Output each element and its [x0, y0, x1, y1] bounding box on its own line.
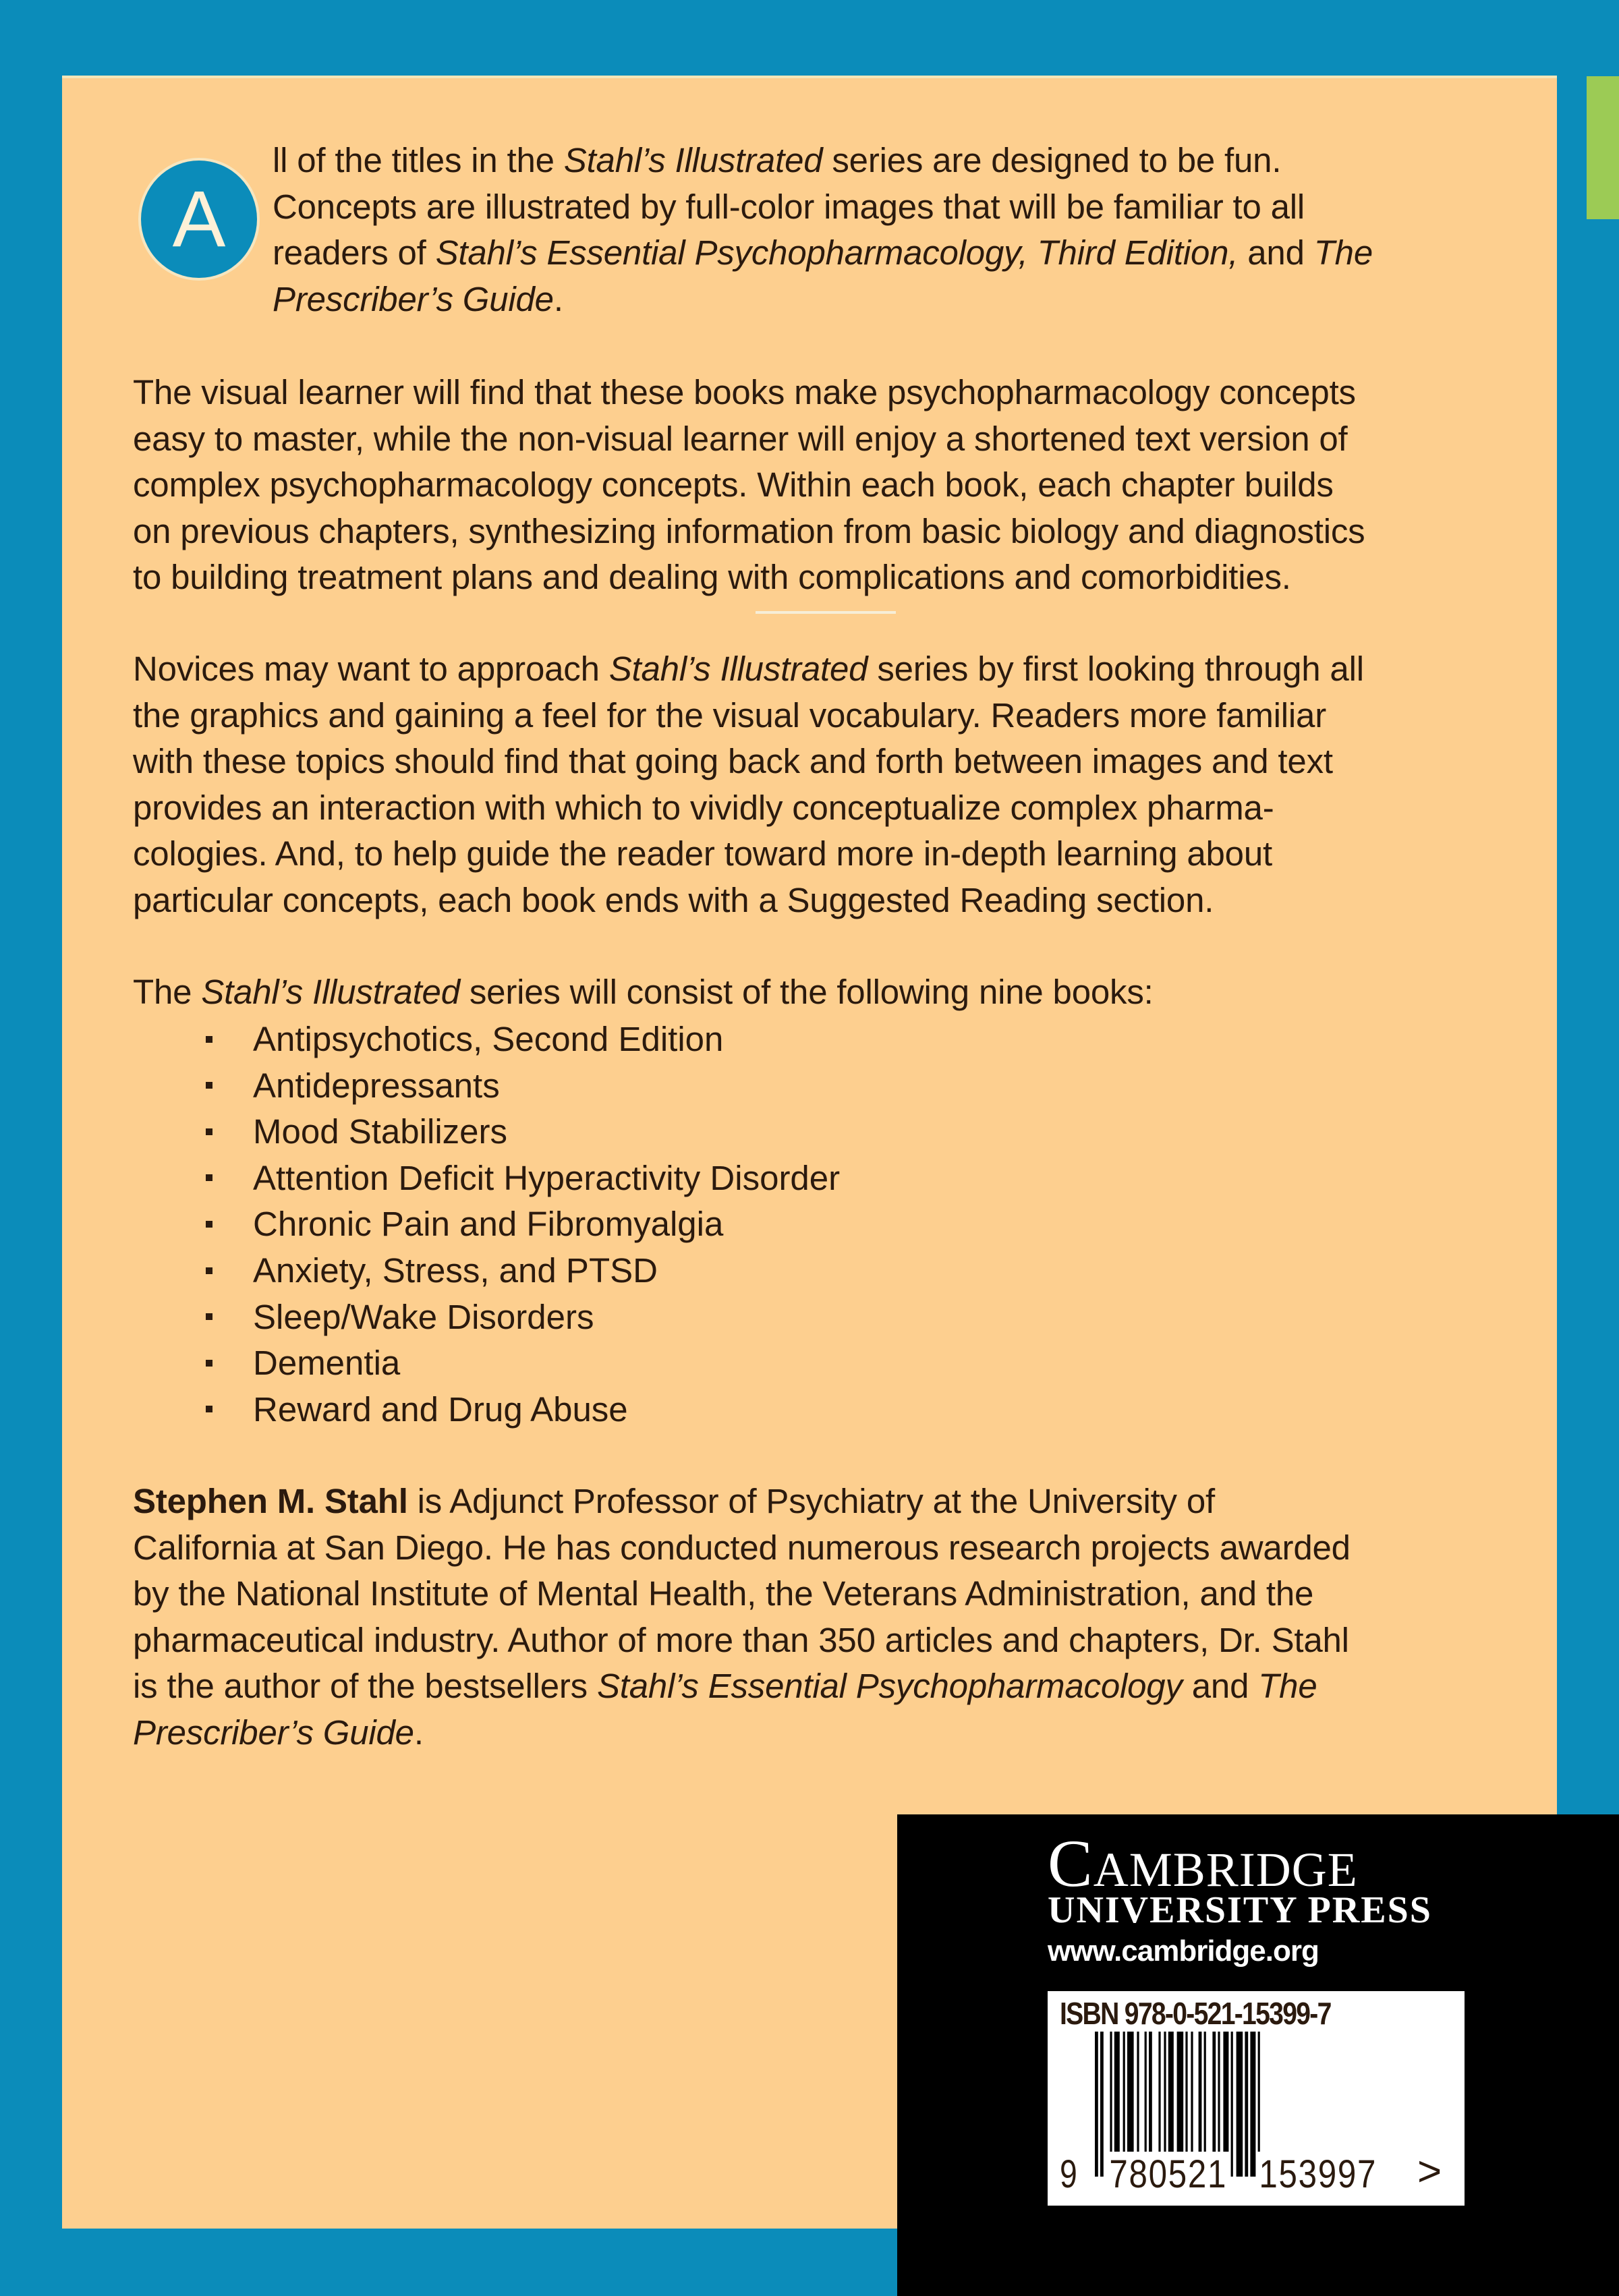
publisher-url: www.cambridge.org: [1048, 1934, 1319, 1968]
barcode-digits-group2: 153997: [1257, 2152, 1380, 2197]
book-list-item: [202, 1201, 840, 1248]
book-title: Chronic Pain and Fibromyalgia: [253, 1205, 724, 1244]
barcode-bar: [1245, 2032, 1248, 2177]
text-line: [133, 1525, 1351, 1572]
text-line: [273, 230, 1373, 277]
paragraph-series-list-intro: [133, 969, 1154, 1016]
barcode-bar: [1250, 2032, 1255, 2177]
text-run: and: [1238, 233, 1314, 272]
text-line: [133, 509, 1365, 555]
logo-initial: C: [1048, 1826, 1093, 1901]
text-line: [133, 831, 1364, 878]
paragraph-visual-learner: [133, 370, 1365, 601]
text-run: series will consist of the following nine books:: [459, 973, 1154, 1011]
author-bio: [133, 1479, 1351, 1756]
text-run: is the author of the bestsellers: [133, 1667, 597, 1705]
text-run: Prescriber’s Guide: [273, 279, 554, 318]
text-run: Stahl’s Illustrated: [201, 973, 460, 1011]
text-line: [133, 969, 1154, 1016]
text-line: [133, 878, 1364, 924]
text-run: The: [1313, 233, 1373, 272]
text-line: [133, 739, 1364, 785]
book-title: Attention Deficit Hyperactivity Disorder: [253, 1158, 841, 1197]
book-list: [202, 1016, 840, 1433]
bullet-icon: [206, 1174, 212, 1181]
text-line: [133, 370, 1365, 416]
book-title: Mood Stabilizers: [253, 1112, 507, 1151]
text-run: series by first looking through all: [868, 650, 1364, 688]
divider: [756, 611, 896, 614]
barcode-digits-group1: 780521: [1107, 2152, 1230, 2197]
green-accent-strip: [1587, 76, 1619, 219]
book-title: Sleep/Wake Disorders: [253, 1297, 594, 1336]
text-line: [133, 462, 1365, 509]
text-run: .: [414, 1713, 424, 1752]
drop-cap: A: [138, 158, 260, 281]
text-line: [133, 1617, 1351, 1664]
book-list-item: [202, 1387, 840, 1433]
text-line: [133, 785, 1364, 832]
text-line: [133, 1710, 1351, 1756]
book-list-item: [202, 1155, 840, 1202]
text-line: [273, 277, 1373, 323]
text-run: .: [553, 279, 563, 318]
text-run: complex psychopharmacology concepts. Within each book, each chapter builds: [133, 465, 1334, 504]
text-run: ll of the titles in the: [273, 141, 564, 179]
bullet-icon: [206, 1313, 212, 1320]
text-line: [133, 646, 1364, 693]
text-run: Stahl’s Essential Psychopharmacology: [596, 1667, 1183, 1705]
barcode-bar: [1095, 2032, 1098, 2177]
text-run: pharmaceutical industry. Author of more than 350 articles and chapters, Dr. Stahl: [133, 1620, 1349, 1659]
text-run: The visual learner will find that these books make psychopharmacology concepts: [133, 373, 1356, 411]
text-line: [133, 693, 1364, 739]
bullet-icon: [206, 1036, 212, 1043]
text-run: Novices may want to approach: [133, 650, 609, 688]
book-list-item: [202, 1248, 840, 1294]
text-run: Concepts are illustrated by full-color images that will be familiar to all: [273, 187, 1305, 226]
isbn-text: ISBN 978-0-521-15399-7: [1060, 1996, 1331, 2031]
text-run: with these topics should find that going back and forth between images and text: [133, 742, 1333, 780]
text-run: provides an interaction with which to vividly conceptualize complex pharma-: [133, 788, 1274, 827]
text-run: to building treatment plans and dealing with complications and comorbidities.: [133, 558, 1291, 596]
bullet-icon: [206, 1406, 212, 1412]
text-line: [273, 184, 1373, 231]
text-run: particular concepts, each book ends with a Suggested Reading section.: [133, 880, 1214, 919]
text-run: Prescriber’s Guide: [133, 1713, 414, 1752]
book-title: Reward and Drug Abuse: [253, 1389, 628, 1429]
barcode-label: [1048, 1991, 1465, 2206]
text-run: on previous chapters, synthesizing information from basic biology and diagnostics: [133, 511, 1365, 550]
text-run: Stephen M. Stahl: [133, 1482, 408, 1520]
text-run: The: [1258, 1667, 1317, 1705]
text-run: Stahl’s Illustrated: [563, 141, 823, 179]
book-title: Anxiety, Stress, and PTSD: [253, 1251, 658, 1290]
text-run: The: [133, 973, 202, 1011]
text-run: cologies. And, to help guide the reader toward more in-depth learning about: [133, 834, 1272, 873]
text-run: California at San Diego. He has conducted numerous research projects awarded: [133, 1528, 1351, 1567]
book-title: Antipsychotics, Second Edition: [253, 1020, 724, 1058]
barcode-bar: [1237, 2032, 1243, 2177]
logo-rest: AMBRIDGE: [1093, 1843, 1358, 1897]
bullet-icon: [206, 1082, 212, 1089]
barcode-arrow: >: [1417, 2148, 1442, 2195]
text-line: [133, 416, 1365, 463]
book-list-item: [202, 1340, 840, 1387]
bullet-icon: [206, 1360, 212, 1367]
book-list-item: [202, 1016, 840, 1063]
text-run: readers of: [273, 233, 436, 272]
bullet-icon: [206, 1128, 212, 1135]
text-run: series are designed to be fun.: [822, 141, 1282, 179]
bullet-icon: [206, 1267, 212, 1274]
book-list-item: [202, 1294, 840, 1341]
text-line: [133, 1663, 1351, 1710]
book-title: Antidepressants: [253, 1066, 500, 1105]
book-list-item: [202, 1063, 840, 1110]
barcode-bar: [1100, 2032, 1104, 2177]
paragraph-intro: [273, 138, 1373, 322]
text-run: Stahl’s Essential Psychopharmacology, Third Edition,: [435, 233, 1239, 272]
text-line: [133, 554, 1365, 601]
book-list-item: [202, 1109, 840, 1155]
text-run: easy to master, while the non-visual learner will enjoy a shortened text version of: [133, 419, 1348, 458]
text-line: [133, 1571, 1351, 1617]
text-run: by the National Institute of Mental Health, the Veterans Administration, and the: [133, 1574, 1314, 1613]
bullet-icon: [206, 1221, 212, 1228]
paragraph-novices: [133, 646, 1364, 923]
barcode-digit-first: 9: [1060, 2152, 1077, 2196]
publisher-logo-subtitle: UNIVERSITY PRESS: [1048, 1889, 1432, 1931]
text-run: Stahl’s Illustrated: [608, 650, 868, 688]
text-line: [133, 1479, 1351, 1525]
text-run: and: [1182, 1667, 1259, 1705]
barcode-bar: [1231, 2032, 1233, 2177]
book-title: Dementia: [253, 1344, 401, 1383]
text-run: is Adjunct Professor of Psychiatry at the University of: [407, 1482, 1215, 1520]
text-line: [273, 138, 1373, 184]
text-run: the graphics and gaining a feel for the visual vocabulary. Readers more familiar: [133, 695, 1327, 735]
